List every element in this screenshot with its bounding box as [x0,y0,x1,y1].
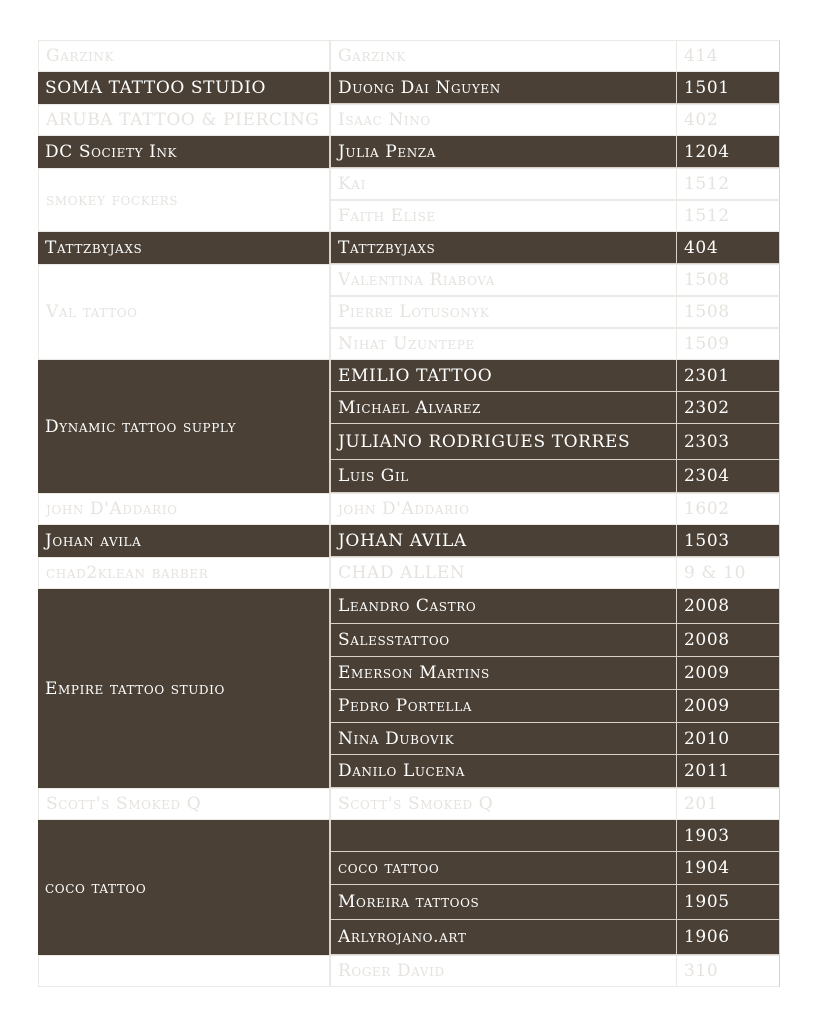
booth-cell: 1905 [676,885,780,920]
booth-cell: 404 [676,232,780,264]
booth-cell: 2304 [676,460,780,493]
booth-cell: 1903 [676,820,780,852]
artist-cell: JOHAN AVILA [330,525,676,557]
booth-cell: 1508 [676,264,780,296]
artist-cell: john D'Addario [330,493,676,525]
studio-cell: Dynamic tattoo supply [38,360,330,493]
booth-cell: 1501 [676,72,780,104]
artist-cell: Roger David [330,955,676,987]
booth-cell: 2303 [676,424,780,460]
booth-cell: 201 [676,788,780,820]
studio-cell: Johan avila [38,525,330,557]
studio-cell: ARUBA TATTOO & PIERCING [38,104,330,136]
studio-cell: Tattzbyjaxs [38,232,330,264]
artist-cell: Tattzbyjaxs [330,232,676,264]
booth-cell: 1508 [676,296,780,328]
booth-cell: 2009 [676,657,780,690]
booth-cell: 1509 [676,328,780,360]
booth-cell: 310 [676,955,780,987]
studio-cell: DC Society Ink [38,136,330,168]
studio-cell [38,955,330,987]
booth-cell: 1512 [676,168,780,200]
studio-cell: Garzink [38,40,330,72]
artist-cell: Moreira tattoos [330,885,676,920]
booth-cell: 2301 [676,360,780,392]
booth-cell: 1906 [676,920,780,955]
artist-cell: Duong Dai Nguyen [330,72,676,104]
artist-cell: EMILIO TATTOO [330,360,676,392]
studio-cell: john D'Addario [38,493,330,525]
studio-cell: SOMA TATTOO STUDIO [38,72,330,104]
artist-cell: Kai [330,168,676,200]
studio-cell: Empire tattoo studio [38,589,330,788]
booth-cell: 2008 [676,589,780,624]
artist-cell: Nina Dubovik [330,723,676,755]
booth-cell: 414 [676,40,780,72]
artist-cell: Valentina Riabova [330,264,676,296]
artist-cell: Faith Elise [330,200,676,232]
artist-cell: Garzink [330,40,676,72]
booth-cell: 1204 [676,136,780,168]
artist-cell: Emerson Martins [330,657,676,690]
artist-cell: coco tattoo [330,852,676,885]
booth-cell: 2302 [676,392,780,424]
artist-cell: Scott's Smoked Q [330,788,676,820]
artist-cell: Arlyrojano.art [330,920,676,955]
artist-cell: Salesstattoo [330,624,676,657]
booth-cell: 2008 [676,624,780,657]
studio-cell: chad2klean barber [38,557,330,589]
booth-cell: 1602 [676,493,780,525]
artist-cell: JULIANO RODRIGUES TORRES [330,424,676,460]
artist-cell: CHAD ALLEN [330,557,676,589]
studio-cell: smokey fockers [38,168,330,232]
booth-cell: 1904 [676,852,780,885]
booth-cell: 1503 [676,525,780,557]
artist-cell: Michael Alvarez [330,392,676,424]
artist-cell: Danilo Lucena [330,755,676,788]
studio-cell: Scott's Smoked Q [38,788,330,820]
vendor-table [38,40,780,987]
artist-cell: Pierre Lotusonyk [330,296,676,328]
artist-cell [330,820,676,852]
booth-cell: 2010 [676,723,780,755]
artist-cell: Nihat Uzuntepe [330,328,676,360]
artist-cell: Luis Gil [330,460,676,493]
booth-cell: 2011 [676,755,780,788]
studio-cell: Val tattoo [38,264,330,360]
booth-cell: 9 & 10 [676,557,780,589]
booth-cell: 2009 [676,690,780,723]
artist-cell: Leandro Castro [330,589,676,624]
artist-cell: Julia Penza [330,136,676,168]
booth-cell: 1512 [676,200,780,232]
booth-cell: 402 [676,104,780,136]
studio-cell: coco tattoo [38,820,330,955]
artist-cell: Pedro Portella [330,690,676,723]
artist-cell: Isaac Nino [330,104,676,136]
